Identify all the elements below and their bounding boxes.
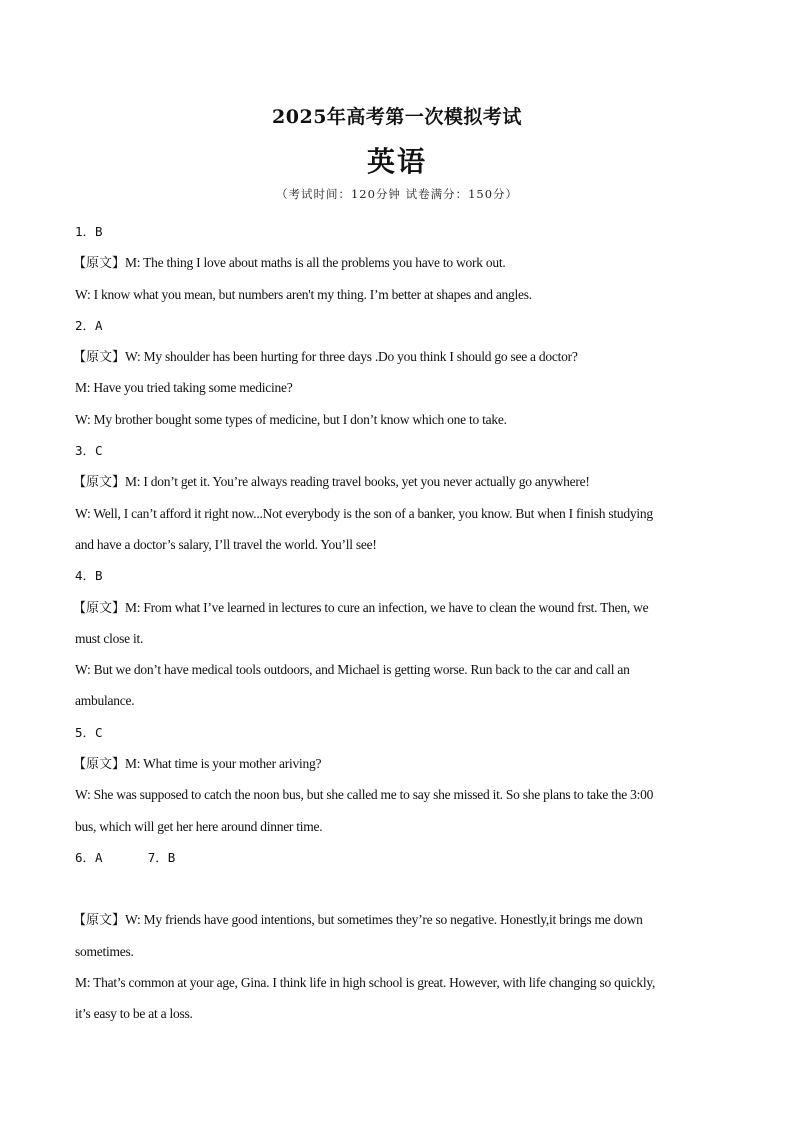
answer-number: 5．C: [75, 724, 103, 740]
transcript-line: sometimes.: [75, 943, 134, 959]
answer-number: 1．B: [75, 224, 103, 239]
transcript-line: [73, 247, 717, 278]
page-title: 2025年高考第一次模拟考试: [272, 106, 522, 128]
transcript-line: M: That’s common at your age, Gina. I think life in high school is great. However, with life changing so quickly,: [75, 974, 656, 990]
transcript-line: W: Well, I can’t afford it right now...Not everybody is the son of a banker, you know. But when I finish studying: [75, 505, 653, 521]
transcript-line: [73, 341, 717, 372]
answer-content: [75, 216, 717, 1029]
transcript-line: W: She was supposed to catch the noon bus, but she called me to say she missed it. So she plans to take the 3:00: [75, 787, 654, 803]
transcript-tag: 【原文】: [73, 350, 126, 366]
spacer: [75, 873, 717, 904]
answer-number: 4．B: [75, 568, 103, 584]
transcript-line: bus, which will get her here around dinner time.: [75, 818, 323, 834]
transcript-text: M: The thing I love about maths is all the problems you have to work out.: [125, 255, 506, 271]
subject-title: 英语: [366, 145, 427, 178]
transcript-tag: 【原文】: [73, 475, 126, 491]
transcript-line: it’s easy to be at a loss.: [75, 1006, 193, 1022]
exam-info: （考试时间：120分钟 试卷满分：150分）: [275, 187, 519, 201]
transcript-line: [73, 592, 717, 623]
answer-number: 6．A 7．B: [75, 849, 176, 865]
answer-number: 2．A: [75, 317, 103, 333]
transcript-line: [73, 466, 717, 497]
transcript-line: [73, 748, 717, 779]
transcript-line: [73, 904, 717, 935]
transcript-line: and have a doctor’s salary, I’ll travel the world. You’ll see!: [75, 536, 377, 552]
transcript-line: W: I know what you mean, but numbers aren't my thing. I’m better at shapes and angles.: [75, 286, 532, 302]
transcript-line: W: My brother bought some types of medicine, but I don’t know which one to take.: [75, 411, 507, 427]
transcript-tag: 【原文】: [73, 600, 126, 616]
transcript-text: M: From what I’ve learned in lectures to cure an infection, we have to clean the wound frst. Then, we: [125, 599, 649, 615]
transcript-line: ambulance.: [75, 693, 135, 709]
transcript-text: M: I don’t get it. You’re always reading travel books, yet you never actually go anywhere!: [125, 474, 590, 490]
transcript-tag: 【原文】: [73, 256, 126, 272]
transcript-line: must close it.: [75, 630, 144, 646]
transcript-line: W: But we don’t have medical tools outdoors, and Michael is getting worse. Run back to the car and call an: [75, 662, 630, 678]
transcript-text: W: My shoulder has been hurting for three days .Do you think I should go see a doctor?: [125, 349, 578, 365]
transcript-text: M: What time is your mother ariving?: [125, 756, 322, 772]
transcript-text: W: My friends have good intentions, but sometimes they’re so negative. Honestly,it brings me down: [125, 912, 643, 928]
answer-number: 3．C: [75, 443, 103, 459]
transcript-line: M: Have you tried taking some medicine?: [75, 380, 293, 396]
transcript-tag: 【原文】: [73, 913, 126, 929]
transcript-tag: 【原文】: [73, 757, 126, 773]
